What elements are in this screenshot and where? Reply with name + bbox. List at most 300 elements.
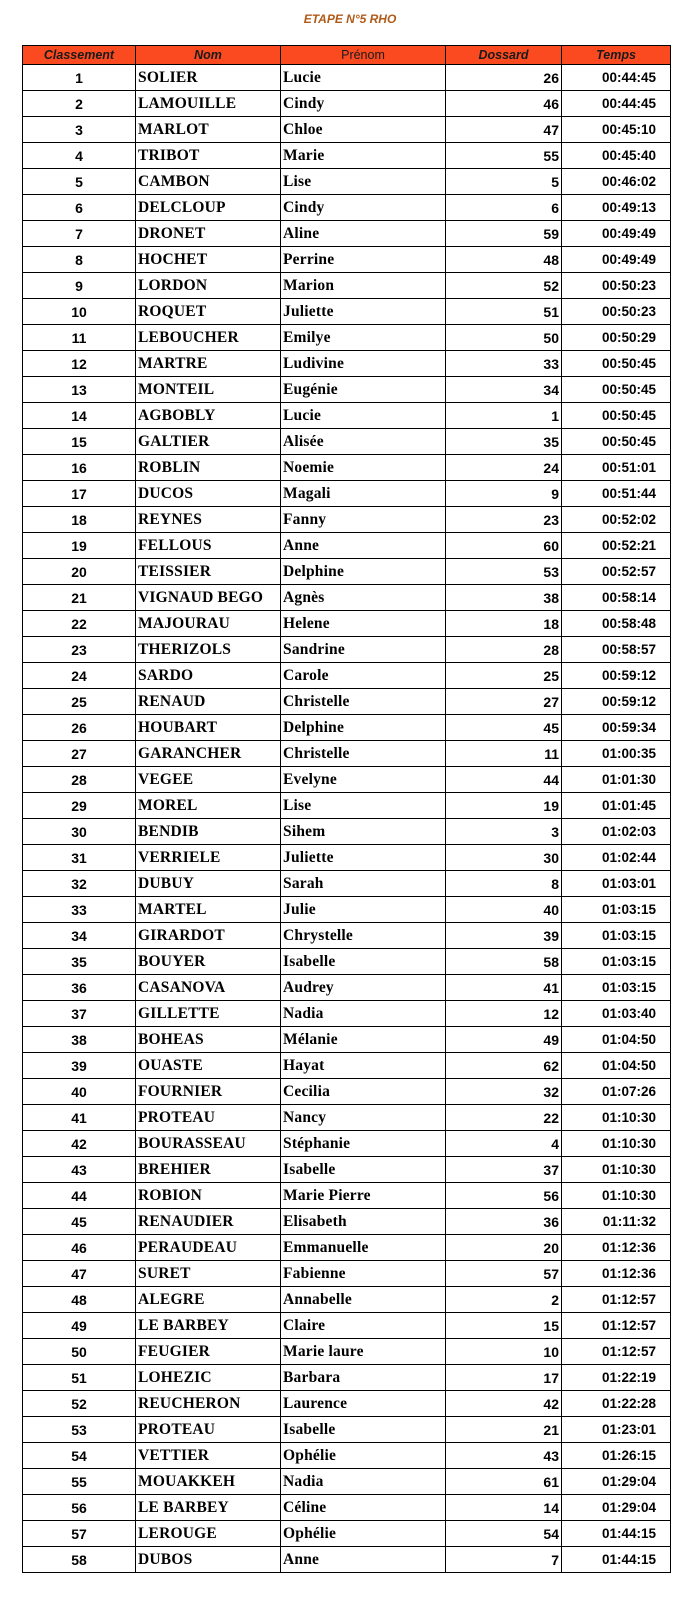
rank-cell: 56 [23, 1495, 136, 1521]
dossard-cell: 40 [446, 897, 562, 923]
nom-cell: ROBION [136, 1183, 281, 1209]
nom-cell: GILLETTE [136, 1001, 281, 1027]
nom-cell: SURET [136, 1261, 281, 1287]
table-row [23, 481, 671, 507]
table-row [23, 65, 671, 91]
nom-cell: DUBUY [136, 871, 281, 897]
prenom-cell: Eugénie [281, 377, 446, 403]
temps-cell: 01:03:01 [562, 871, 671, 897]
temps-cell: 00:50:23 [562, 299, 671, 325]
prenom-cell: Lucie [281, 65, 446, 91]
rank-cell: 54 [23, 1443, 136, 1469]
table-row [23, 1183, 671, 1209]
prenom-cell: Christelle [281, 741, 446, 767]
dossard-cell: 11 [446, 741, 562, 767]
prenom-cell: Isabelle [281, 1157, 446, 1183]
prenom-cell: Nancy [281, 1105, 446, 1131]
dossard-cell: 62 [446, 1053, 562, 1079]
temps-cell: 00:52:21 [562, 533, 671, 559]
temps-cell: 01:03:15 [562, 975, 671, 1001]
prenom-cell: Isabelle [281, 949, 446, 975]
dossard-cell: 44 [446, 767, 562, 793]
table-row [23, 1417, 671, 1443]
dossard-cell: 19 [446, 793, 562, 819]
temps-cell: 00:46:02 [562, 169, 671, 195]
nom-cell: VIGNAUD BEGO [136, 585, 281, 611]
table-row [23, 871, 671, 897]
temps-cell: 01:12:57 [562, 1287, 671, 1313]
prenom-cell: Hayat [281, 1053, 446, 1079]
dossard-cell: 18 [446, 611, 562, 637]
rank-cell: 32 [23, 871, 136, 897]
temps-cell: 00:44:45 [562, 91, 671, 117]
temps-cell: 01:04:50 [562, 1027, 671, 1053]
results-table [22, 45, 671, 1573]
temps-cell: 00:50:29 [562, 325, 671, 351]
nom-cell: MARLOT [136, 117, 281, 143]
dossard-cell: 22 [446, 1105, 562, 1131]
dossard-cell: 28 [446, 637, 562, 663]
temps-cell: 00:50:45 [562, 429, 671, 455]
rank-cell: 40 [23, 1079, 136, 1105]
prenom-cell: Chloe [281, 117, 446, 143]
dossard-cell: 50 [446, 325, 562, 351]
table-row [23, 1339, 671, 1365]
dossard-cell: 48 [446, 247, 562, 273]
prenom-cell: Aline [281, 221, 446, 247]
table-row [23, 1469, 671, 1495]
rank-cell: 21 [23, 585, 136, 611]
prenom-cell: Sandrine [281, 637, 446, 663]
nom-cell: FEUGIER [136, 1339, 281, 1365]
temps-cell: 01:12:36 [562, 1261, 671, 1287]
nom-cell: LEBOUCHER [136, 325, 281, 351]
dossard-cell: 60 [446, 533, 562, 559]
table-row [23, 897, 671, 923]
nom-cell: TEISSIER [136, 559, 281, 585]
table-row [23, 1157, 671, 1183]
nom-cell: BENDIB [136, 819, 281, 845]
nom-cell: CAMBON [136, 169, 281, 195]
table-row [23, 611, 671, 637]
rank-cell: 2 [23, 91, 136, 117]
dossard-cell: 8 [446, 871, 562, 897]
prenom-cell: Delphine [281, 559, 446, 585]
temps-cell: 00:49:49 [562, 221, 671, 247]
prenom-cell: Marie [281, 143, 446, 169]
rank-cell: 41 [23, 1105, 136, 1131]
table-row [23, 819, 671, 845]
temps-cell: 01:29:04 [562, 1495, 671, 1521]
table-row [23, 1235, 671, 1261]
nom-cell: VERRIELE [136, 845, 281, 871]
rank-cell: 9 [23, 273, 136, 299]
prenom-cell: Barbara [281, 1365, 446, 1391]
dossard-cell: 36 [446, 1209, 562, 1235]
prenom-cell: Noemie [281, 455, 446, 481]
table-body [23, 65, 671, 1573]
prenom-cell: Juliette [281, 845, 446, 871]
dossard-cell: 56 [446, 1183, 562, 1209]
nom-cell: THERIZOLS [136, 637, 281, 663]
nom-cell: DUCOS [136, 481, 281, 507]
prenom-cell: Lucie [281, 403, 446, 429]
rank-cell: 16 [23, 455, 136, 481]
dossard-cell: 4 [446, 1131, 562, 1157]
rank-cell: 43 [23, 1157, 136, 1183]
temps-cell: 00:58:48 [562, 611, 671, 637]
table-row [23, 1313, 671, 1339]
dossard-cell: 24 [446, 455, 562, 481]
rank-cell: 47 [23, 1261, 136, 1287]
prenom-cell: Claire [281, 1313, 446, 1339]
prenom-cell: Agnès [281, 585, 446, 611]
nom-cell: HOUBART [136, 715, 281, 741]
table-row [23, 845, 671, 871]
rank-cell: 33 [23, 897, 136, 923]
header-row [23, 46, 671, 65]
dossard-cell: 41 [446, 975, 562, 1001]
temps-cell: 00:58:57 [562, 637, 671, 663]
table-row [23, 637, 671, 663]
prenom-cell: Carole [281, 663, 446, 689]
prenom-cell: Ludivine [281, 351, 446, 377]
nom-cell: BOHEAS [136, 1027, 281, 1053]
prenom-cell: Helene [281, 611, 446, 637]
temps-cell: 00:50:45 [562, 351, 671, 377]
rank-cell: 11 [23, 325, 136, 351]
rank-cell: 22 [23, 611, 136, 637]
dossard-cell: 38 [446, 585, 562, 611]
table-row [23, 1105, 671, 1131]
nom-cell: PROTEAU [136, 1417, 281, 1443]
temps-cell: 01:12:57 [562, 1313, 671, 1339]
nom-cell: TRIBOT [136, 143, 281, 169]
nom-cell: LE BARBEY [136, 1495, 281, 1521]
temps-cell: 01:26:15 [562, 1443, 671, 1469]
table-row [23, 1209, 671, 1235]
nom-cell: MOUAKKEH [136, 1469, 281, 1495]
prenom-cell: Fanny [281, 507, 446, 533]
prenom-cell: Marie Pierre [281, 1183, 446, 1209]
nom-cell: DRONET [136, 221, 281, 247]
table-row [23, 1391, 671, 1417]
nom-cell: RENAUDIER [136, 1209, 281, 1235]
table-row [23, 1001, 671, 1027]
temps-cell: 01:10:30 [562, 1131, 671, 1157]
temps-cell: 01:03:40 [562, 1001, 671, 1027]
table-row [23, 1521, 671, 1547]
temps-cell: 00:49:13 [562, 195, 671, 221]
temps-cell: 00:50:45 [562, 403, 671, 429]
table-row [23, 585, 671, 611]
dossard-cell: 39 [446, 923, 562, 949]
prenom-cell: Annabelle [281, 1287, 446, 1313]
table-row [23, 507, 671, 533]
temps-cell: 01:29:04 [562, 1469, 671, 1495]
dossard-cell: 1 [446, 403, 562, 429]
temps-cell: 00:44:45 [562, 65, 671, 91]
prenom-cell: Sarah [281, 871, 446, 897]
table-row [23, 325, 671, 351]
temps-cell: 01:22:19 [562, 1365, 671, 1391]
temps-cell: 01:03:15 [562, 923, 671, 949]
dossard-cell: 14 [446, 1495, 562, 1521]
table-row [23, 117, 671, 143]
table-row [23, 1131, 671, 1157]
rank-cell: 25 [23, 689, 136, 715]
rank-cell: 34 [23, 923, 136, 949]
rank-cell: 57 [23, 1521, 136, 1547]
rank-cell: 13 [23, 377, 136, 403]
temps-cell: 01:01:30 [562, 767, 671, 793]
prenom-cell: Audrey [281, 975, 446, 1001]
nom-cell: ROQUET [136, 299, 281, 325]
table-row [23, 975, 671, 1001]
nom-cell: BOURASSEAU [136, 1131, 281, 1157]
rank-cell: 52 [23, 1391, 136, 1417]
table-row [23, 1027, 671, 1053]
dossard-cell: 52 [446, 273, 562, 299]
nom-cell: LAMOUILLE [136, 91, 281, 117]
column-header-nom: Nom [136, 46, 281, 65]
column-header-dossard: Dossard [446, 46, 562, 65]
rank-cell: 31 [23, 845, 136, 871]
prenom-cell: Nadia [281, 1469, 446, 1495]
dossard-cell: 17 [446, 1365, 562, 1391]
nom-cell: REYNES [136, 507, 281, 533]
rank-cell: 30 [23, 819, 136, 845]
table-row [23, 1053, 671, 1079]
nom-cell: FOURNIER [136, 1079, 281, 1105]
dossard-cell: 46 [446, 91, 562, 117]
rank-cell: 18 [23, 507, 136, 533]
rank-cell: 51 [23, 1365, 136, 1391]
table-row [23, 221, 671, 247]
prenom-cell: Lise [281, 169, 446, 195]
prenom-cell: Cindy [281, 91, 446, 117]
table-row [23, 1443, 671, 1469]
table-row [23, 429, 671, 455]
dossard-cell: 43 [446, 1443, 562, 1469]
dossard-cell: 49 [446, 1027, 562, 1053]
page-title: ETAPE N°5 RHO [303, 12, 397, 26]
rank-cell: 23 [23, 637, 136, 663]
temps-cell: 01:03:15 [562, 949, 671, 975]
dossard-cell: 54 [446, 1521, 562, 1547]
table-row [23, 1079, 671, 1105]
prenom-cell: Evelyne [281, 767, 446, 793]
dossard-cell: 20 [446, 1235, 562, 1261]
prenom-cell: Christelle [281, 689, 446, 715]
temps-cell: 01:23:01 [562, 1417, 671, 1443]
temps-cell: 01:12:57 [562, 1339, 671, 1365]
table-row [23, 91, 671, 117]
prenom-cell: Isabelle [281, 1417, 446, 1443]
rank-cell: 1 [23, 65, 136, 91]
rank-cell: 3 [23, 117, 136, 143]
dossard-cell: 12 [446, 1001, 562, 1027]
dossard-cell: 51 [446, 299, 562, 325]
prenom-cell: Nadia [281, 1001, 446, 1027]
column-header-prenom: Prénom [281, 46, 446, 65]
table-row [23, 273, 671, 299]
table-row [23, 559, 671, 585]
temps-cell: 01:11:32 [562, 1209, 671, 1235]
nom-cell: LEROUGE [136, 1521, 281, 1547]
table-row [23, 299, 671, 325]
column-header-temps: Temps [562, 46, 671, 65]
nom-cell: PERAUDEAU [136, 1235, 281, 1261]
rank-cell: 46 [23, 1235, 136, 1261]
temps-cell: 00:52:57 [562, 559, 671, 585]
prenom-cell: Mélanie [281, 1027, 446, 1053]
prenom-cell: Elisabeth [281, 1209, 446, 1235]
nom-cell: PROTEAU [136, 1105, 281, 1131]
dossard-cell: 57 [446, 1261, 562, 1287]
rank-cell: 44 [23, 1183, 136, 1209]
nom-cell: MARTEL [136, 897, 281, 923]
rank-cell: 26 [23, 715, 136, 741]
rank-cell: 49 [23, 1313, 136, 1339]
table-row [23, 767, 671, 793]
nom-cell: DELCLOUP [136, 195, 281, 221]
dossard-cell: 5 [446, 169, 562, 195]
table-row [23, 377, 671, 403]
nom-cell: MOREL [136, 793, 281, 819]
dossard-cell: 30 [446, 845, 562, 871]
dossard-cell: 32 [446, 1079, 562, 1105]
temps-cell: 01:10:30 [562, 1183, 671, 1209]
rank-cell: 14 [23, 403, 136, 429]
rank-cell: 24 [23, 663, 136, 689]
rank-cell: 6 [23, 195, 136, 221]
table-row [23, 403, 671, 429]
temps-cell: 01:02:44 [562, 845, 671, 871]
temps-cell: 00:59:12 [562, 663, 671, 689]
prenom-cell: Emilye [281, 325, 446, 351]
table-row [23, 923, 671, 949]
temps-cell: 00:49:49 [562, 247, 671, 273]
table-row [23, 689, 671, 715]
temps-cell: 01:22:28 [562, 1391, 671, 1417]
prenom-cell: Delphine [281, 715, 446, 741]
rank-cell: 29 [23, 793, 136, 819]
rank-cell: 28 [23, 767, 136, 793]
prenom-cell: Stéphanie [281, 1131, 446, 1157]
table-row [23, 169, 671, 195]
dossard-cell: 2 [446, 1287, 562, 1313]
nom-cell: DUBOS [136, 1547, 281, 1573]
dossard-cell: 9 [446, 481, 562, 507]
dossard-cell: 7 [446, 1547, 562, 1573]
table-row [23, 533, 671, 559]
temps-cell: 00:50:45 [562, 377, 671, 403]
rank-cell: 19 [23, 533, 136, 559]
temps-cell: 01:04:50 [562, 1053, 671, 1079]
table-row [23, 1261, 671, 1287]
prenom-cell: Marie laure [281, 1339, 446, 1365]
rank-cell: 38 [23, 1027, 136, 1053]
table-row [23, 1365, 671, 1391]
prenom-cell: Cecilia [281, 1079, 446, 1105]
prenom-cell: Emmanuelle [281, 1235, 446, 1261]
rank-cell: 35 [23, 949, 136, 975]
temps-cell: 00:52:02 [562, 507, 671, 533]
table-row [23, 1495, 671, 1521]
dossard-cell: 42 [446, 1391, 562, 1417]
rank-cell: 12 [23, 351, 136, 377]
dossard-cell: 25 [446, 663, 562, 689]
nom-cell: RENAUD [136, 689, 281, 715]
nom-cell: HOCHET [136, 247, 281, 273]
prenom-cell: Marion [281, 273, 446, 299]
prenom-cell: Julie [281, 897, 446, 923]
temps-cell: 00:51:44 [562, 481, 671, 507]
nom-cell: ALEGRE [136, 1287, 281, 1313]
nom-cell: MONTEIL [136, 377, 281, 403]
temps-cell: 01:12:36 [562, 1235, 671, 1261]
nom-cell: GALTIER [136, 429, 281, 455]
rank-cell: 8 [23, 247, 136, 273]
temps-cell: 00:45:10 [562, 117, 671, 143]
rank-cell: 42 [23, 1131, 136, 1157]
rank-cell: 7 [23, 221, 136, 247]
dossard-cell: 21 [446, 1417, 562, 1443]
nom-cell: GIRARDOT [136, 923, 281, 949]
nom-cell: BOUYER [136, 949, 281, 975]
temps-cell: 00:50:23 [562, 273, 671, 299]
rank-cell: 27 [23, 741, 136, 767]
prenom-cell: Magali [281, 481, 446, 507]
column-header-classement: Classement [23, 46, 136, 65]
temps-cell: 00:59:12 [562, 689, 671, 715]
rank-cell: 53 [23, 1417, 136, 1443]
temps-cell: 01:07:26 [562, 1079, 671, 1105]
rank-cell: 45 [23, 1209, 136, 1235]
dossard-cell: 61 [446, 1469, 562, 1495]
nom-cell: MARTRE [136, 351, 281, 377]
prenom-cell: Cindy [281, 195, 446, 221]
table-row [23, 1287, 671, 1313]
table-row [23, 1547, 671, 1573]
table-row [23, 143, 671, 169]
table-row [23, 715, 671, 741]
prenom-cell: Anne [281, 533, 446, 559]
dossard-cell: 26 [446, 65, 562, 91]
temps-cell: 00:51:01 [562, 455, 671, 481]
dossard-cell: 27 [446, 689, 562, 715]
prenom-cell: Sihem [281, 819, 446, 845]
rank-cell: 10 [23, 299, 136, 325]
rank-cell: 5 [23, 169, 136, 195]
temps-cell: 01:02:03 [562, 819, 671, 845]
nom-cell: CASANOVA [136, 975, 281, 1001]
prenom-cell: Ophélie [281, 1521, 446, 1547]
nom-cell: SARDO [136, 663, 281, 689]
dossard-cell: 53 [446, 559, 562, 585]
nom-cell: MAJOURAU [136, 611, 281, 637]
rank-cell: 20 [23, 559, 136, 585]
temps-cell: 01:03:15 [562, 897, 671, 923]
temps-cell: 01:00:35 [562, 741, 671, 767]
nom-cell: LORDON [136, 273, 281, 299]
dossard-cell: 23 [446, 507, 562, 533]
dossard-cell: 15 [446, 1313, 562, 1339]
dossard-cell: 3 [446, 819, 562, 845]
prenom-cell: Perrine [281, 247, 446, 273]
table-row [23, 455, 671, 481]
